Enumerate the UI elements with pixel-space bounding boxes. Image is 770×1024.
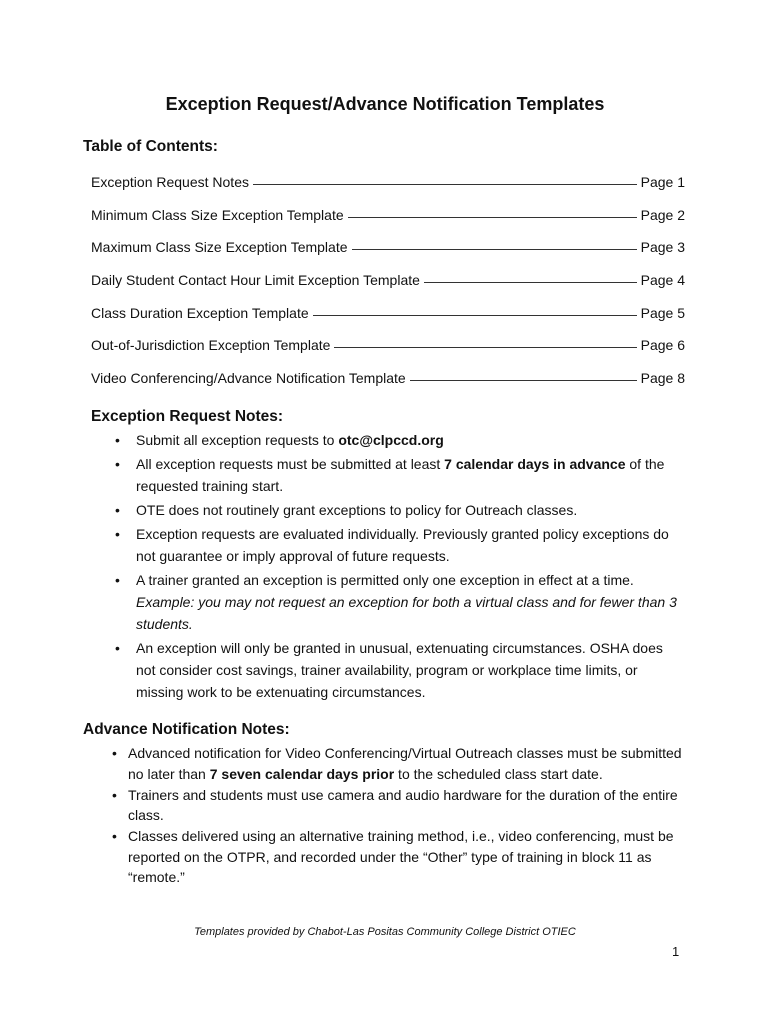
note-text: Trainers and students must use camera and audio hardware for the duration of the entire class. bbox=[128, 786, 678, 824]
table-of-contents bbox=[91, 174, 685, 403]
note-text: OTE does not routinely grant exceptions to policy for Outreach classes. bbox=[136, 502, 578, 519]
toc-row[interactable] bbox=[91, 305, 685, 338]
advance-notes-list bbox=[128, 743, 694, 888]
toc-row[interactable] bbox=[91, 272, 685, 305]
email-link[interactable]: otc@clpccd.org bbox=[338, 432, 444, 448]
toc-label: Class Duration Exception Template bbox=[91, 304, 309, 321]
note-text: Classes delivered using an alternative training method, i.e., video conferencing, must be reported on the OTPR, and recorded under the “Other” type of training in block 11 as “remote.” bbox=[128, 828, 674, 886]
toc-label: Video Conferencing/Advance Notification Template bbox=[91, 370, 406, 387]
list-item bbox=[136, 430, 681, 452]
toc-page: Page 5 bbox=[640, 304, 685, 321]
list-item bbox=[136, 638, 681, 703]
list-item bbox=[128, 743, 694, 784]
toc-heading: Table of Contents: bbox=[83, 138, 218, 155]
list-item bbox=[136, 454, 681, 498]
toc-page: Page 8 bbox=[640, 370, 685, 387]
toc-leader-line bbox=[352, 249, 637, 250]
list-item bbox=[136, 570, 681, 635]
note-text: Exception requests are evaluated individually. Previously granted policy exceptions do not guarantee or imply approval of future requests. bbox=[136, 526, 669, 565]
list-item bbox=[128, 785, 694, 826]
advance-notes-heading: Advance Notification Notes: bbox=[83, 721, 290, 738]
exception-notes-list bbox=[136, 430, 681, 706]
toc-label: Out-of-Jurisdiction Exception Template bbox=[91, 337, 331, 354]
toc-row[interactable] bbox=[91, 239, 685, 272]
document-title: Exception Request/Advance Notification Templates bbox=[165, 94, 605, 114]
toc-label: Maximum Class Size Exception Template bbox=[91, 239, 348, 256]
toc-leader-line bbox=[424, 282, 637, 283]
toc-leader-line bbox=[313, 315, 637, 316]
note-text: Submit all exception requests to bbox=[136, 432, 339, 448]
toc-page: Page 2 bbox=[640, 206, 685, 223]
toc-label: Exception Request Notes bbox=[91, 174, 249, 190]
toc-leader-line bbox=[348, 217, 637, 218]
note-bold: 7 seven calendar days prior bbox=[209, 765, 395, 782]
toc-label: Daily Student Contact Hour Limit Exception Template bbox=[91, 272, 420, 289]
note-text: Advanced notification for Video Conferencing/Virtual Outreach classes must be submitted no later than bbox=[128, 745, 682, 782]
note-text: An exception will only be granted in unusual, extenuating circumstances. OSHA does not consider cost savings, trainer availability, program or workplace time limits, or missing work to be extenuating circumstances. bbox=[136, 640, 663, 700]
footer-credit: Templates provided by Chabot-Las Positas Community College District OTIEC bbox=[194, 926, 576, 938]
note-text: A trainer granted an exception is permitted only one exception in effect at a time. bbox=[136, 572, 634, 589]
toc-row[interactable] bbox=[91, 174, 685, 207]
toc-leader-line bbox=[334, 347, 636, 348]
toc-row[interactable] bbox=[91, 207, 685, 240]
note-text: to the scheduled class start date. bbox=[394, 765, 603, 782]
toc-page: Page 6 bbox=[640, 337, 685, 354]
page-number: 1 bbox=[672, 944, 680, 959]
note-example: Example: you may not request an exception for both a virtual class and for fewer than 3 students. bbox=[136, 594, 677, 632]
note-text: of the requested training start. bbox=[136, 456, 665, 494]
list-item bbox=[136, 524, 681, 568]
note-bold: 7 calendar days in advance bbox=[444, 456, 626, 473]
list-item bbox=[136, 500, 681, 522]
toc-row[interactable] bbox=[91, 337, 685, 370]
note-text: All exception requests must be submitted at least bbox=[136, 456, 445, 473]
toc-row[interactable] bbox=[91, 370, 685, 403]
toc-page: Page 4 bbox=[640, 272, 685, 289]
exception-notes-heading: Exception Request Notes: bbox=[91, 408, 284, 425]
toc-label: Minimum Class Size Exception Template bbox=[91, 206, 344, 223]
toc-leader-line bbox=[253, 184, 637, 185]
toc-leader-line bbox=[410, 380, 637, 381]
toc-page: Page 1 bbox=[640, 174, 685, 190]
list-item bbox=[128, 826, 694, 888]
toc-page: Page 3 bbox=[640, 239, 685, 256]
